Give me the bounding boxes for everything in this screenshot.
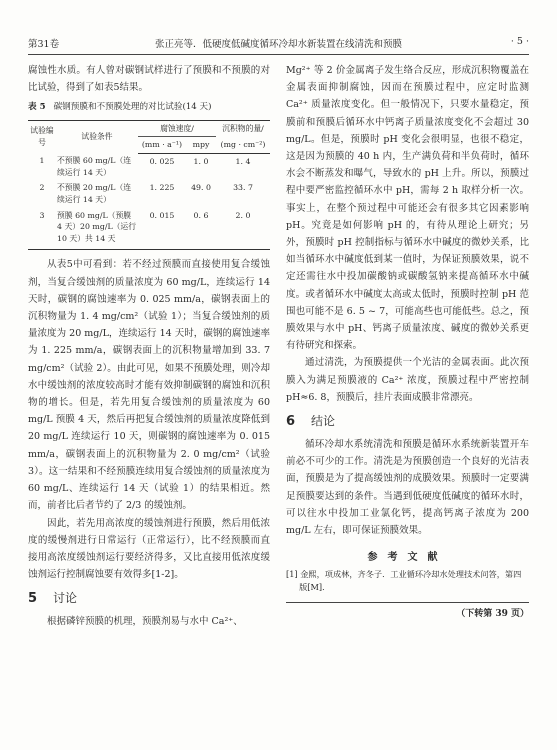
table-row <box>28 153 270 180</box>
cell-deposit: 2. 0 <box>216 208 270 250</box>
paragraph: 腐蚀性水质。有人曾对碳钢试样进行了预膜和不预膜的对比试验，得到了如表5结果。 <box>28 65 270 94</box>
cell-id: 1 <box>39 156 45 166</box>
cell-id: 3 <box>28 208 56 250</box>
references-heading: 参考文献 <box>367 552 448 564</box>
col-header-condition: 试验条件 <box>56 120 138 153</box>
col-header-id: 试验编号 <box>28 120 56 153</box>
continued-note: （下转第 39 页） <box>286 602 529 623</box>
cell-condition: 不预膜 20 mg/L（连续运行 14 天） <box>57 183 132 205</box>
section-title: 结论 <box>311 414 336 429</box>
paragraph: 从表5中可看到：若不经过预膜而直接使用复合缓蚀剂，当复合缓蚀剂的质量浓度为 60 mg/L，连续运行 14 天时，碳钢的腐蚀速率为 0. 025 mm/a，碳钢表面上的沉积物量为 1. 4 mg/cm²（试验 1）；当复合缓蚀剂的质量浓度为 20 mg/L，连续运行 14 天时，碳钢的腐蚀速率为 1. 225 mm/a，碳钢表面上的沉积物量增加到 33. 7 mg/cm²（试验 2）。由此可见，如果不预膜处理，则冷却水中缓蚀剂的浓度较高时才能有效抑制碳钢的腐蚀和沉积物的增长。但是，若先用复合缓蚀剂的质量浓度为 60 mg/L 预膜 4 天，然后再把复合缓蚀剂的质量浓度降低到 20 mg/L 连续运行 10 天，则碳钢的腐蚀速率为 0. 015 mm/a，碳钢表面上的沉积物量为 2. 0 mg/cm²（试验 3）。这一结果和不经预膜连续用复合缓蚀剂的质量浓度为 60 mg/L、连续运行 14 天（试验 1）的结果相近。然而，前者比后者节约了 2/3 的缓蚀剂。 <box>28 259 270 512</box>
left-column <box>28 62 270 631</box>
col-header-mpy: mpy <box>186 137 216 154</box>
right-column <box>286 62 529 624</box>
cell-rate: 0. 015 <box>138 208 186 250</box>
col-header-rate-unit: (mm · a⁻¹) <box>138 137 186 154</box>
reference-item: [1] 金熙，项成林，齐冬子．工业循环冷却水处理技术问答，第四版[M]． <box>286 569 522 593</box>
section-heading-discussion <box>28 587 270 610</box>
cell-mpy: 49. 0 <box>191 183 211 193</box>
col-header-rate: 腐蚀速度/ <box>138 120 216 137</box>
cell-rate: 0. 025 <box>149 156 175 166</box>
volume-label: 第31卷 <box>28 39 60 50</box>
cell-mpy: 1. 0 <box>193 156 209 166</box>
cell-deposit: 1. 4 <box>235 156 251 166</box>
table-title: 碳钢预膜和不预膜处理的对比试验(14 天) <box>53 102 212 113</box>
table-label: 表 5 <box>28 102 46 113</box>
header-rule <box>28 54 529 55</box>
page-number: · 5 · <box>510 36 529 47</box>
table-caption <box>28 99 270 116</box>
cell-condition: 不预膜 60 mg/L（连续运行 14 天） <box>57 156 132 177</box>
cell-mpy: 0. 6 <box>186 208 216 250</box>
col-header-deposit-unit: (mg · cm⁻²) <box>216 137 270 154</box>
paragraph: Mg²⁺ 等 2 价金属离子发生络合反应，形成沉积物覆盖在金属表面抑制腐蚀，因而在预膜过程中，应定时监测 Ca²⁺ 质量浓度变化。但一般情况下，只要水量稳定，预膜前和预膜后循环水中钙离子质量浓度变化不会超过 30 mg/L。但是，预膜时 pH 变化会很明显，也很不稳定，这是因为预膜的 40 h 内，生产满负荷和半负荷时，循环水会不断蒸发和曝气，导致水的 pH 上升。所以，预膜过程中要严密监控循环水中 pH，需每 2 h 取样分析一次。事实上，在整个预过程中可能还会有很多其它因素影响 pH。究竟是如何影响 pH 的，有待从理论上研究；另外，预膜时 pH 控制指标与循环水中碱度的微妙关系，比如当循环水中碱度低到某一值时，为保证预膜效果，说不定还需往水中投加碳酸钠或碳酸氢钠来提高循环水中碱度。或者循环水中碱度太高或太低时，预膜时控制 pH 范围也可能不是 6. 5 ~ 7，可能高些也可能低些。总之，预膜效果与水中 pH、钙离子质量浓度、碱度的微妙关系更有待研究和探索。 <box>286 65 529 352</box>
cell-rate: 1. 225 <box>149 183 175 193</box>
paragraph: 通过清洗，为预膜提供一个光洁的金属表面。此次预膜入为满足预膜液的 Ca²⁺ 浓度，预膜过程中严密控制 pH≈6. 8，预膜后，挂片表面成膜非常漂亮。 <box>286 357 529 403</box>
table-row <box>28 208 270 250</box>
cell-condition: 预膜 60 mg/L（预膜 4 天）20 mg/L（运行 10 天）共 14 天 <box>56 208 138 250</box>
section-title: 讨论 <box>53 591 78 606</box>
cell-deposit: 33. 7 <box>233 183 253 193</box>
paragraph: 循环冷却水系统清洗和预膜是循环水系统新装置开车前必不可少的工作。清洗是为预膜创造一个良好的光洁表面，预膜是为了提高缓蚀剂的成膜效果。预膜时一定要满足预膜要达到的条件。当遇到低硬度低碱度的循环水时，可以往水中投加工业氯化钙，提高钙离子浓度为 200 mg/L 左右，即可保证预膜效果。 <box>286 439 529 537</box>
paragraph: 根据磷锌预膜的机理，预膜剂易与水中 Ca²⁺、 <box>47 616 243 628</box>
paragraph: 因此，若先用高浓度的缓蚀剂进行预膜，然后用低浓度的缓慢剂进行日常运行（正常运行），比不经预膜而直接用高浓度缓蚀剂运行要经济得多，又比直接用低浓度缓蚀剂运行控制腐蚀要有效得多[1-2]。 <box>28 517 270 581</box>
comparison-table <box>28 120 270 251</box>
running-title: 张正亮等．低硬度低碱度循环冷却水新装置在线清洗和预膜 <box>154 39 402 50</box>
running-header <box>28 36 529 52</box>
cell-id: 2 <box>39 183 45 193</box>
section-heading-conclusion <box>286 410 529 433</box>
table-row <box>28 180 270 207</box>
col-header-deposit: 沉积物的量/ <box>216 120 270 137</box>
section-number: 6 <box>286 414 296 430</box>
section-number: 5 <box>28 591 38 607</box>
